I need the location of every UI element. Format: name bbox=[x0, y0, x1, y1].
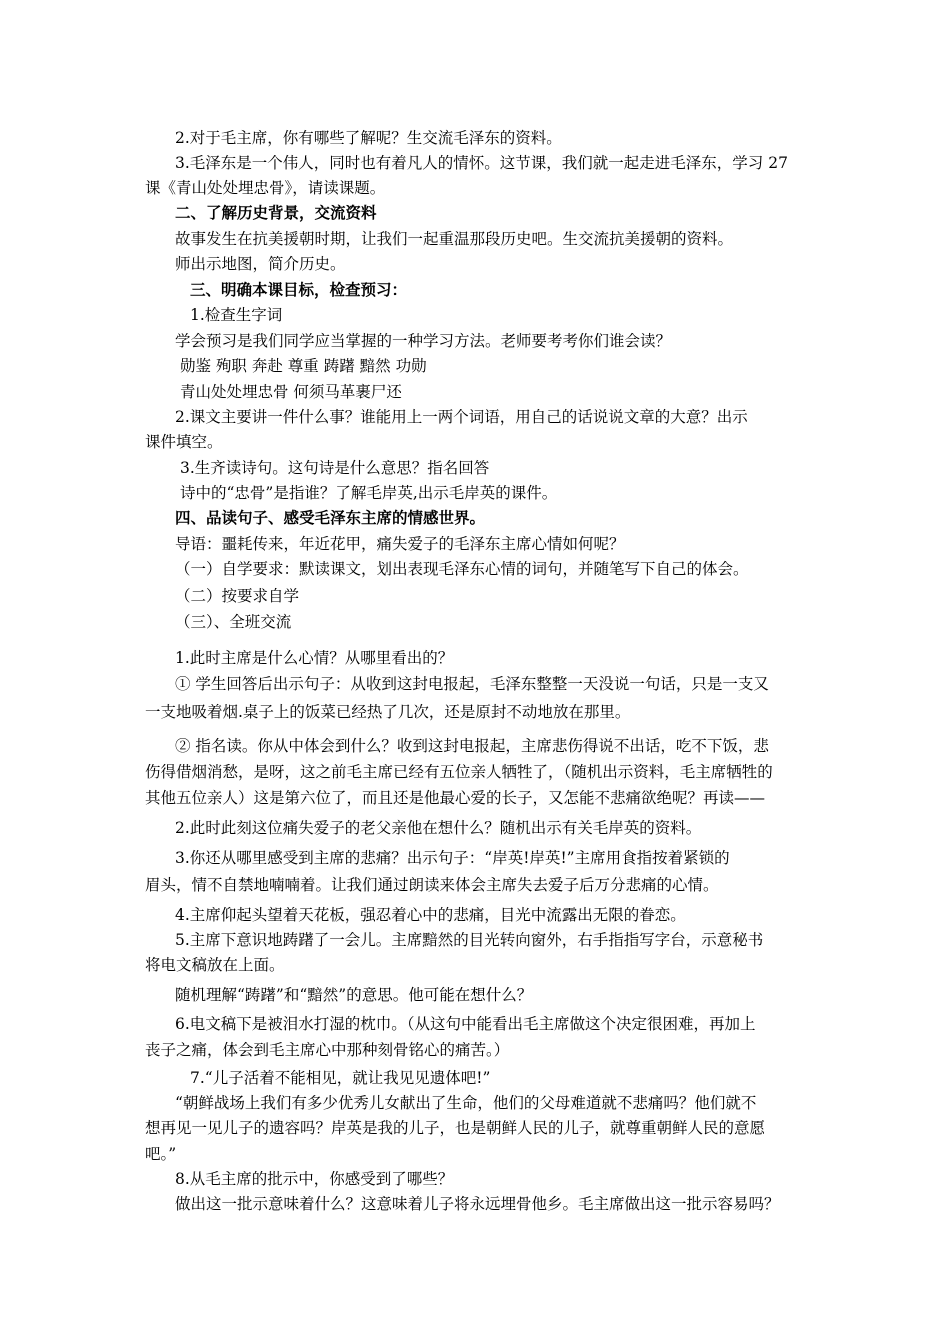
text-line: 其他五位亲人）这是第六位了，而且还是他最心爱的长子，又怎能不悲痛欲绝呢？再读—— bbox=[145, 789, 766, 807]
text-line: 眉头，情不自禁地喃喃着。让我们通过朗读来体会主席失去爱子后万分悲痛的心情。 bbox=[145, 876, 719, 894]
text-line: 3.你还从哪里感受到主席的悲痛？出示句子：“岸英!岸英!”主席用食指按着紧锁的 bbox=[175, 849, 730, 867]
text-line: 5.主席下意识地踌躇了一会儿。主席黯然的目光转向窗外，右手指指写字台，示意秘书 bbox=[175, 931, 764, 949]
text-line: （三）、全班交流 bbox=[175, 613, 292, 631]
text-line: 导语：噩耗传来，年近花甲，痛失爱子的毛泽东主席心情如何呢？ bbox=[175, 535, 625, 553]
text-line: 2.对于毛主席，你有哪些了解呢？生交流毛泽东的资料。 bbox=[175, 129, 562, 147]
text-line: ① 学生回答后出示句子：从收到这封电报起，毛泽东整整一天没说一句话，只是一支又 bbox=[175, 675, 769, 693]
text-line: 想再见一见儿子的遗容吗？岸英是我的儿子，也是朝鲜人民的儿子，就尊重朝鲜人民的意愿 bbox=[145, 1119, 766, 1137]
section-heading: 二、了解历史背景，交流资料 bbox=[175, 203, 377, 222]
text-line: 青山处处埋忠骨 何须马革裹尸还 bbox=[180, 383, 402, 401]
text-line: 诗中的“忠骨”是指谁？了解毛岸英,出示毛岸英的课件。 bbox=[180, 484, 558, 502]
text-line: 8.从毛主席的批示中，你感受到了哪些？ bbox=[175, 1170, 454, 1188]
text-line: 一支地吸着烟.桌子上的饭菜已经热了几次，还是原封不动地放在那里。 bbox=[145, 703, 631, 721]
text-line: 随机理解“踌躇”和“黯然”的意思。他可能在想什么？ bbox=[175, 986, 533, 1004]
text-line: 故事发生在抗美援朝时期，让我们一起重温那段历史吧。生交流抗美援朝的资料。 bbox=[175, 230, 734, 248]
text-line: 3.生齐读诗句。这句诗是什么意思？指名回答 bbox=[180, 459, 490, 477]
text-line: 3.毛泽东是一个伟人，同时也有着凡人的情怀。这节课，我们就一起走进毛泽东，学习 27 bbox=[175, 154, 788, 172]
section-heading: 三、明确本课目标，检查预习： bbox=[190, 280, 408, 299]
text-line: “朝鲜战场上我们有多少优秀儿女献出了生命，他们的父母难道就不悲痛吗？他们就不 bbox=[175, 1094, 757, 1112]
text-line: 将电文稿放在上面。 bbox=[145, 956, 285, 974]
text-line: 勋鉴 殉职 奔赴 尊重 踌躇 黯然 功勋 bbox=[180, 357, 427, 375]
text-line: 做出这一批示意味着什么？这意味着儿子将永远埋骨他乡。毛主席做出这一批示容易吗？ bbox=[175, 1195, 780, 1213]
text-line: 1.检查生字词 bbox=[190, 306, 283, 324]
text-line: 课《青山处处埋忠骨》，请读课题。 bbox=[145, 179, 386, 197]
text-line: （二）按要求自学 bbox=[175, 587, 300, 605]
text-line: （一）自学要求：默读课文，划出表现毛泽东心情的词句，并随笔写下自己的体会。 bbox=[175, 560, 749, 578]
text-line: 1.此时主席是什么心情？从哪里看出的？ bbox=[175, 649, 454, 667]
text-line: 6.电文稿下是被泪水打湿的枕巾。（从这句中能看出毛主席做这个决定很困难，再加上 bbox=[175, 1015, 756, 1033]
text-line: 伤得借烟消愁，是呀，这之前毛主席已经有五位亲人牺牲了，（随机出示资料，毛主席牺牲的 bbox=[145, 763, 773, 781]
text-line: 2.此时此刻这位痛失爱子的老父亲他在想什么？随机出示有关毛岸英的资料。 bbox=[175, 819, 702, 837]
text-line: 2.课文主要讲一件什么事？谁能用上一两个词语，用自己的话说说文章的大意？出示 bbox=[175, 408, 748, 426]
text-line: 7.“儿子活着不能相见，就让我见见遗体吧!” bbox=[190, 1069, 491, 1087]
section-heading: 四、品读句子、感受毛泽东主席的情感世界。 bbox=[175, 508, 486, 527]
text-line: 师出示地图，简介历史。 bbox=[175, 255, 346, 273]
text-line: ② 指名读。你从中体会到什么？收到这封电报起，主席悲伤得说不出话，吃不下饭，悲 bbox=[175, 737, 769, 755]
text-line: 丧子之痛，体会到毛主席心中那种刻骨铭心的痛苦。） bbox=[145, 1041, 510, 1059]
text-line: 学会预习是我们同学应当掌握的一种学习方法。老师要考考你们谁会读？ bbox=[175, 332, 672, 350]
text-line: 吧。” bbox=[145, 1145, 177, 1163]
text-line: 4.主席仰起头望着天花板，强忍着心中的悲痛，目光中流露出无限的眷恋。 bbox=[175, 906, 686, 924]
text-line: 课件填空。 bbox=[145, 433, 223, 451]
